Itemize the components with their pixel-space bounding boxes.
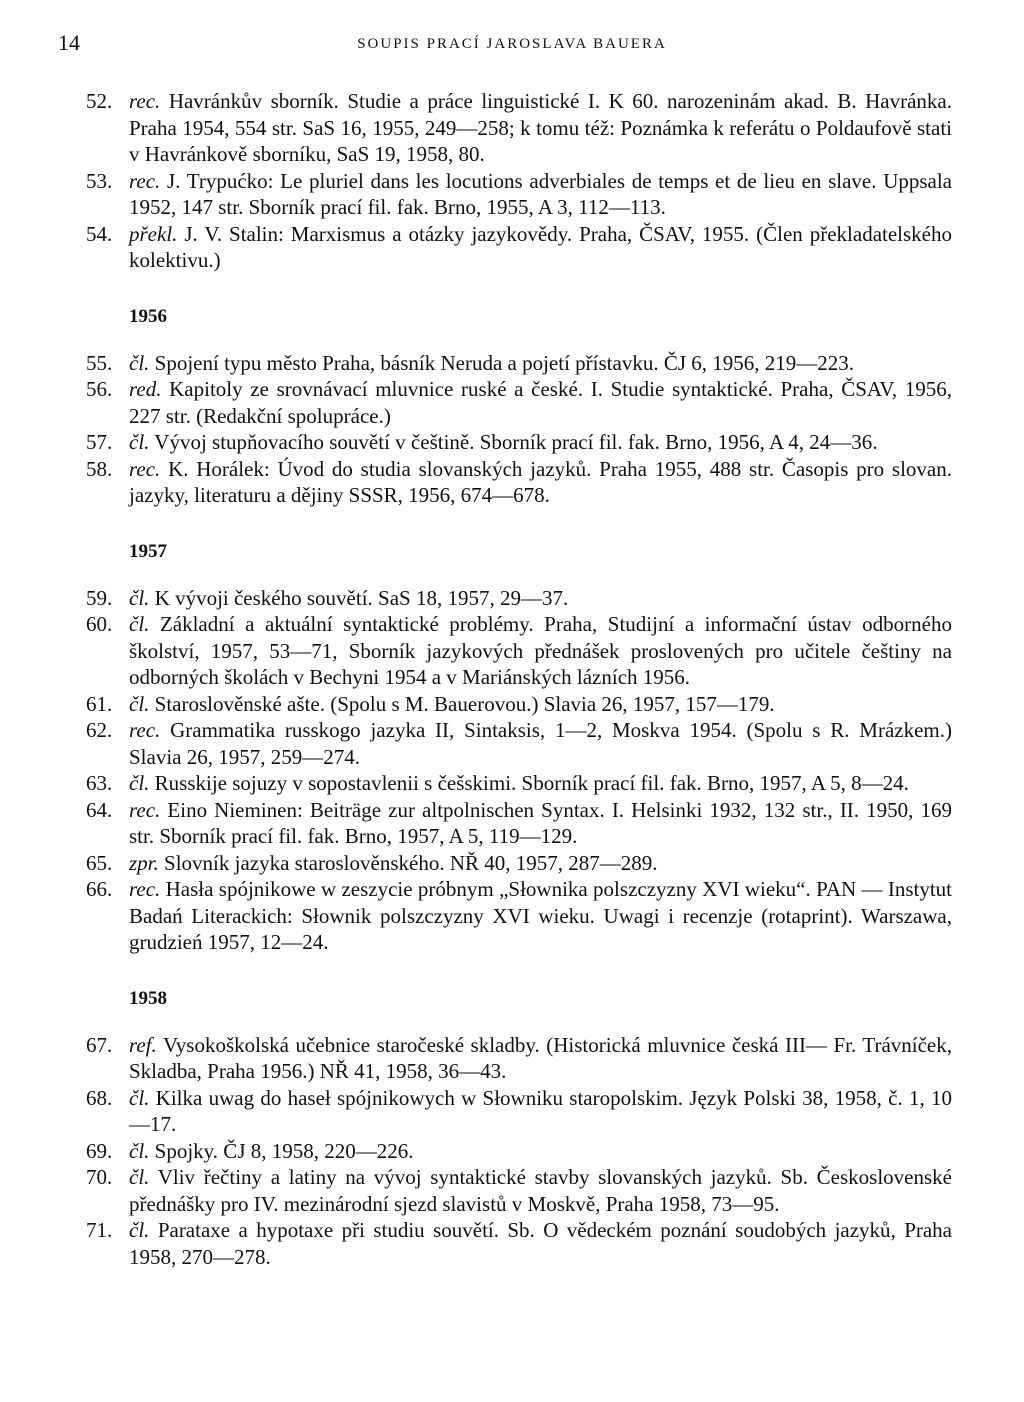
entry-text: Vliv řečtiny a latiny na vývoj syntaktické stavby slovanských jazyků. Sb. Československé přednášky pro IV. mezinárodní sjezd slavistů v Moskvě, Praha 1958, 73—95. xyxy=(129,1165,952,1216)
entry-number: 53. xyxy=(86,168,113,193)
bibliography-list xyxy=(86,88,952,1270)
entry-text: Spojky. ČJ 8, 1958, 220—226. xyxy=(154,1138,414,1163)
bibliography-entry xyxy=(86,850,952,877)
entry-type-abbreviation: čl. xyxy=(129,612,150,636)
year-heading: 1958 xyxy=(129,987,167,1009)
entry-number: 57. xyxy=(86,430,113,454)
entry-number: 69. xyxy=(86,1138,113,1163)
entry-type-abbreviation: čl. xyxy=(129,585,150,610)
entry-number: 65. xyxy=(86,850,113,875)
entry-text: Staroslověnské ašte. (Spolu s M. Bauerovou.) Slavia 26, 1957, 157—179. xyxy=(154,691,775,716)
bibliography-entry xyxy=(86,350,952,377)
year-heading: 1956 xyxy=(129,305,167,327)
entry-number: 61. xyxy=(86,691,113,716)
entry-type-abbreviation: čl. xyxy=(129,691,150,716)
spacer xyxy=(86,956,952,986)
entry-number: 64. xyxy=(86,797,113,822)
bibliography-entry xyxy=(86,88,952,168)
entry-text: Kilka uwag do haseł spójnikowych w Słowniku staropolskim. Język Polski 38, 1958, č. 1, 10—17. xyxy=(129,1085,953,1136)
entry-type-abbreviation: čl. xyxy=(129,350,150,375)
entry-text: K vývoji českého souvětí. SaS 18, 1957, 29—37. xyxy=(154,585,569,610)
entry-type-abbreviation: čl. xyxy=(129,1085,150,1110)
entry-number: 59. xyxy=(86,585,113,610)
entry-type-abbreviation: čl. xyxy=(129,1138,150,1163)
entry-type-abbreviation: rec. xyxy=(129,797,161,822)
entry-text: J. V. Stalin: Marxismus a otázky jazykovědy. Praha, ČSAV, 1955. (Člen překladatelského kolektivu.) xyxy=(129,221,952,272)
entry-type-abbreviation: rec. xyxy=(129,877,161,901)
entry-text: Slovník jazyka staroslověnského. NŘ 40, 1957, 287—289. xyxy=(164,850,658,875)
spacer xyxy=(86,330,952,350)
bibliography-entry xyxy=(86,221,952,274)
spacer xyxy=(86,1012,952,1032)
entry-text: Eino Nieminen: Beiträge zur altpolnischen Syntax. I. Helsinki 1932, 132 str., II. 1950, 169 str. Sborník prací fil. fak. Brno, 1957, A 5, 119—129. xyxy=(129,797,953,848)
entry-text: Parataxe a hypotaxe při studiu souvětí. Sb. O vědeckém poznání soudobých jazyků, Praha 1958, 270—278. xyxy=(129,1218,953,1269)
bibliography-entry xyxy=(86,1138,952,1165)
running-title: SOUPIS PRACÍ JAROSLAVA BAUERA xyxy=(357,36,667,52)
entry-type-abbreviation: rec. xyxy=(129,718,161,742)
bibliography-entry xyxy=(86,1164,952,1217)
entry-text: Russkije sojuzy v sopostavlenii s češskimi. Sborník prací fil. fak. Brno, 1957, A 5, 8—24. xyxy=(154,771,909,795)
bibliography-entry xyxy=(86,168,952,221)
entry-number: 71. xyxy=(86,1218,113,1242)
bibliography-entry xyxy=(86,717,952,770)
entry-text: Hasła spójnikowe w zeszycie próbnym „Słownika polszczyzny XVI wieku“. PAN — Instytut Badań Literackich: Słownik polszczyzny XVI wieku. Uwagi i recenzje (rotaprint). Warszawa, grudzień 1957, 12—24. xyxy=(129,877,952,954)
entry-number: 63. xyxy=(86,771,113,795)
bibliography-entry xyxy=(86,585,952,612)
entry-text: Základní a aktuální syntaktické problémy. Praha, Studijní a informační ústav odborného školství, 1957, 53—71, Sborník jazykových přednášek proslovených pro učitele češtiny na odborných školách v Bechyni 1954 a v Mariánských lázních 1956. xyxy=(129,612,952,689)
entry-number: 68. xyxy=(86,1085,113,1110)
entry-type-abbreviation: čl. xyxy=(129,1165,150,1189)
entry-number: 70. xyxy=(86,1165,113,1189)
bibliography-entry xyxy=(86,876,952,956)
entry-text: J. Trypućko: Le pluriel dans les locutions adverbiales de temps et de lieu en slave. Uppsala 1952, 147 str. Sborník prací fil. fak. Brno, 1955, A 3, 112—113. xyxy=(129,168,953,219)
entry-text: Spojení typu město Praha, básník Neruda a pojetí přístavku. ČJ 6, 1956, 219—223. xyxy=(154,350,854,375)
spacer xyxy=(86,274,952,304)
entry-text: Havránkův sborník. Studie a práce linguistické I. K 60. narozeninám akad. B. Havránka. Praha 1954, 554 str. SaS 16, 1955, 249—258; k tomu též: Poznámka k referátu o Poldaufově stati v Havránkově sborníku, SaS 19, 1958, 80. xyxy=(129,89,953,166)
spacer xyxy=(86,565,952,585)
entry-text: K. Horálek: Úvod do studia slovanských jazyků. Praha 1955, 488 str. Časopis pro slovan. jazyky, literaturu a dějiny SSSR, 1956, 674—678. xyxy=(129,456,952,507)
entry-type-abbreviation: zpr. xyxy=(129,850,159,875)
bibliography-entry xyxy=(86,376,952,429)
entry-text: Grammatika russkogo jazyka II, Sintaksis, 1—2, Moskva 1954. (Spolu s R. Mrázkem.) Slavia 26, 1957, 259—274. xyxy=(129,718,952,769)
entry-type-abbreviation: čl. xyxy=(129,771,150,795)
entry-type-abbreviation: překl. xyxy=(129,221,178,246)
entry-number: 58. xyxy=(86,456,113,481)
bibliography-entry xyxy=(86,456,952,509)
bibliography-entry xyxy=(86,770,952,797)
page-header xyxy=(0,30,1024,60)
year-heading: 1957 xyxy=(129,540,167,562)
entry-type-abbreviation: rec. xyxy=(129,168,161,193)
entry-type-abbreviation: red. xyxy=(129,377,162,401)
bibliography-entry xyxy=(86,1085,952,1138)
bibliography-entry xyxy=(86,691,952,718)
entry-text: Vývoj stupňovacího souvětí v češtině. Sborník prací fil. fak. Brno, 1956, A 4, 24—36. xyxy=(154,430,878,454)
spacer xyxy=(86,509,952,539)
entry-number: 60. xyxy=(86,612,113,636)
entry-number: 55. xyxy=(86,350,113,375)
entry-number: 66. xyxy=(86,877,113,901)
entry-text: Kapitoly ze srovnávací mluvnice ruské a české. I. Studie syntaktické. Praha, ČSAV, 1956, 227 str. (Redakční spolupráce.) xyxy=(129,377,953,428)
entry-number: 52. xyxy=(86,89,113,113)
entry-number: 56. xyxy=(86,377,113,401)
entry-number: 62. xyxy=(86,718,113,742)
entry-type-abbreviation: čl. xyxy=(129,1218,150,1242)
bibliography-entry xyxy=(86,1032,952,1085)
entry-number: 54. xyxy=(86,221,113,246)
page-number: 14 xyxy=(58,30,80,55)
entry-number: 67. xyxy=(86,1032,113,1057)
bibliography-entry xyxy=(86,429,952,456)
entry-type-abbreviation: rec. xyxy=(129,456,161,481)
entry-type-abbreviation: rec. xyxy=(129,89,161,113)
entry-type-abbreviation: čl. xyxy=(129,430,150,454)
bibliography-entry xyxy=(86,1217,952,1270)
bibliography-entry xyxy=(86,611,952,691)
entry-type-abbreviation: ref. xyxy=(129,1032,157,1057)
bibliography-entry xyxy=(86,797,952,850)
entry-text: Vysokoškolská učebnice staročeské skladby. (Historická mluvnice česká III— Fr. Trávníček, Skladba, Praha 1956.) NŘ 41, 1958, 36—43. xyxy=(129,1032,952,1083)
